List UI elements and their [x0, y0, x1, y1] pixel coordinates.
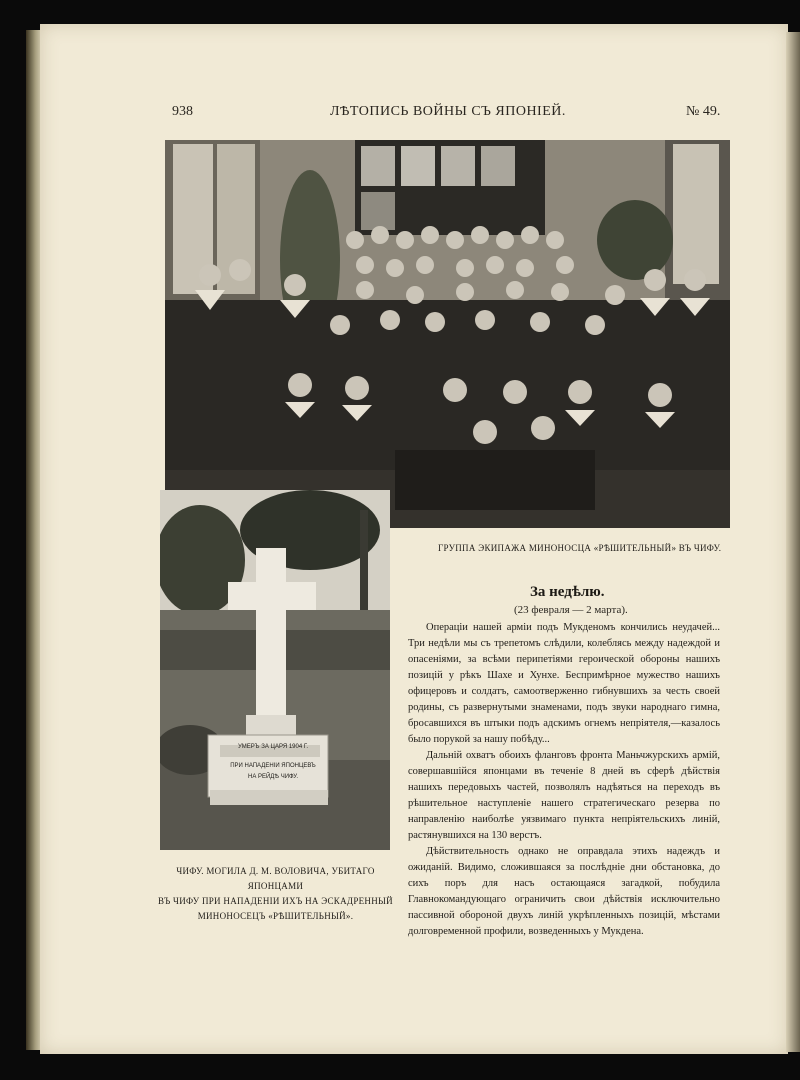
crew-group-photo-art [165, 140, 730, 528]
crew-group-photo [165, 140, 730, 528]
grave-inscription-line2: ПРИ НАПАДЕНІИ ЯПОНЦЕВЪ [230, 763, 316, 769]
grave-caption-line2: ВЪ ЧИФУ ПРИ НАПАДЕНІИ ИХЪ НА ЭСКАДРЕННЫЙ [158, 896, 393, 906]
running-header-title: ЛѢТОПИСЬ ВОЙНЫ СЪ ЯПОНІЕЙ. [330, 104, 566, 119]
grave-photo-caption [158, 864, 393, 924]
grave-inscription-line1: УМЕРЪ ЗА ЦАРЯ 1904 Г. [237, 744, 309, 750]
article-paragraph: Операціи нашей арміи подъ Мукденомъ кончились неудачей... Три недѣли мы съ трепетомъ слѣдили, колеблясь между надеждой и опасеніями, за всѣми перипетіями героической обороны нашихъ позицій у рѣкъ Шахе и Хунхе. Беспримѣрное мужество нашихъ офицеровъ и солдатъ, самоотверженно гибнувшихъ за честь своей родины, съ развернутыми знаменами, подъ звуки народнаго гимна, бросавшихся въ штыки подъ адскимъ огнемъ непріятеля,—казалось было порукой за нашу побѣду... [408, 622, 720, 745]
grave-photo-art [160, 490, 390, 850]
article-body [408, 620, 720, 940]
issue-number: № 49. [686, 104, 721, 119]
grave-caption-line1: ЧИФУ. МОГИЛА Д. М. ВОЛОВИЧА, УБИТАГО ЯПОНЦАМИ [176, 866, 375, 891]
group-photo-caption: ГРУППА ЭКИПАЖА МИНОНОСЦА «РѢШИТЕЛЬНЫЙ» ВЪ ЧИФУ. [438, 543, 722, 553]
page-edge-right [786, 32, 800, 1052]
article-title: За недѣлю. [530, 584, 605, 600]
article-paragraph: Дальній охватъ обоихъ фланговъ фронта Маньчжурскихъ армій, совершавшійся японцами въ теченіе 8 дней въ сферѣ дѣйствія нашихъ передовыхъ частей, позволялъ надѣяться на переходъ въ рѣшительное наступленіе нашего стратегическаго резерва по направленію наиболѣе уязвимаго пункта непріятельскихъ линій, растянувшихся на 130 верстъ. [408, 750, 720, 841]
page-number: 938 [172, 104, 193, 119]
grave-inscription [218, 742, 328, 783]
article-date: (23 февраля — 2 марта). [514, 604, 628, 616]
grave-photo [160, 490, 390, 850]
grave-caption-line3: МИНОНОСЕЦЪ «РѢШИТЕЛЬНЫЙ». [197, 911, 354, 921]
article-paragraph: Дѣйствительность однако не оправдала этихъ надеждъ и ожиданій. Видимо, сложившаяся за послѣдніе дни обстановка, до сихъ поръ для насъ остающаяся загадкой, побудила Главнокомандующаго ограничить свои дѣйствія исключительно пассивной обороной двухъ линій укрѣпленныхъ позицій, мѣстами долговременной профили, возведенныхъ у Мукдена. [408, 846, 720, 937]
grave-inscription-line3: НА РЕЙДѢ ЧИФУ. [247, 774, 298, 780]
